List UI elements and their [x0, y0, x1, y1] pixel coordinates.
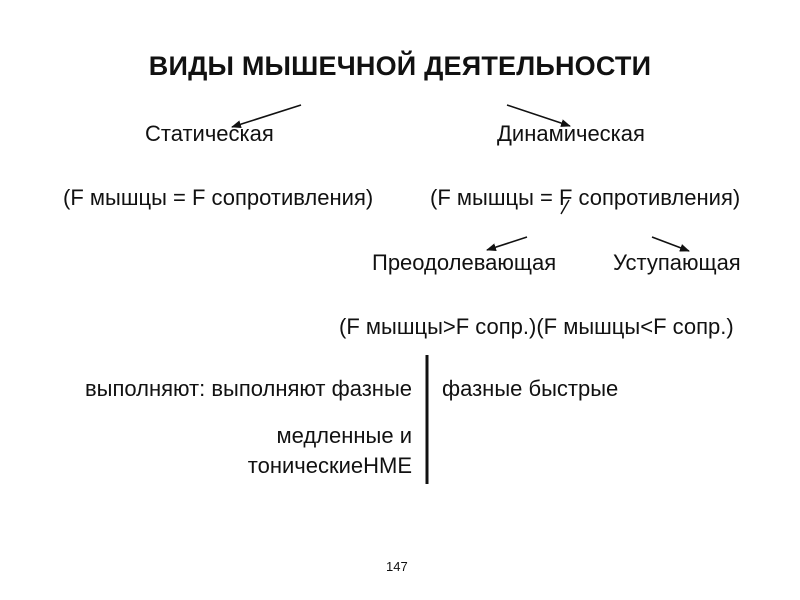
dynamic-subtypes-formulas: (F мышцы>F сопр.)(F мышцы<F сопр.): [339, 314, 734, 339]
arrow-to-static: [232, 105, 301, 127]
yielding-label: Уступающая: [613, 250, 741, 275]
dynamic-label: Динамическая: [497, 121, 645, 146]
left-column-line1: выполняют: выполняют фазные: [84, 376, 412, 401]
page-title: ВИДЫ МЫШЕЧНОЙ ДЕЯТЕЛЬНОСТИ: [148, 51, 652, 81]
arrow-to-dynamic: [507, 105, 570, 126]
static-formula: (F мышцы = F сопротивления): [63, 185, 374, 210]
right-column-line1: фазные быстрые: [442, 376, 619, 401]
static-label: Статическая: [145, 121, 274, 146]
page-number: 147: [386, 559, 408, 574]
left-column-line3: тоническиеНМЕ: [247, 453, 412, 478]
dynamic-formula: (F мышцы = F сопротивления): [430, 185, 741, 210]
arrow-to-yielding: [652, 237, 689, 251]
arrow-to-overcoming: [487, 237, 527, 250]
not-equal-slash: [561, 200, 569, 214]
overcoming-label: Преодолевающая: [372, 250, 557, 275]
left-column-line2: медленные и: [276, 423, 412, 448]
